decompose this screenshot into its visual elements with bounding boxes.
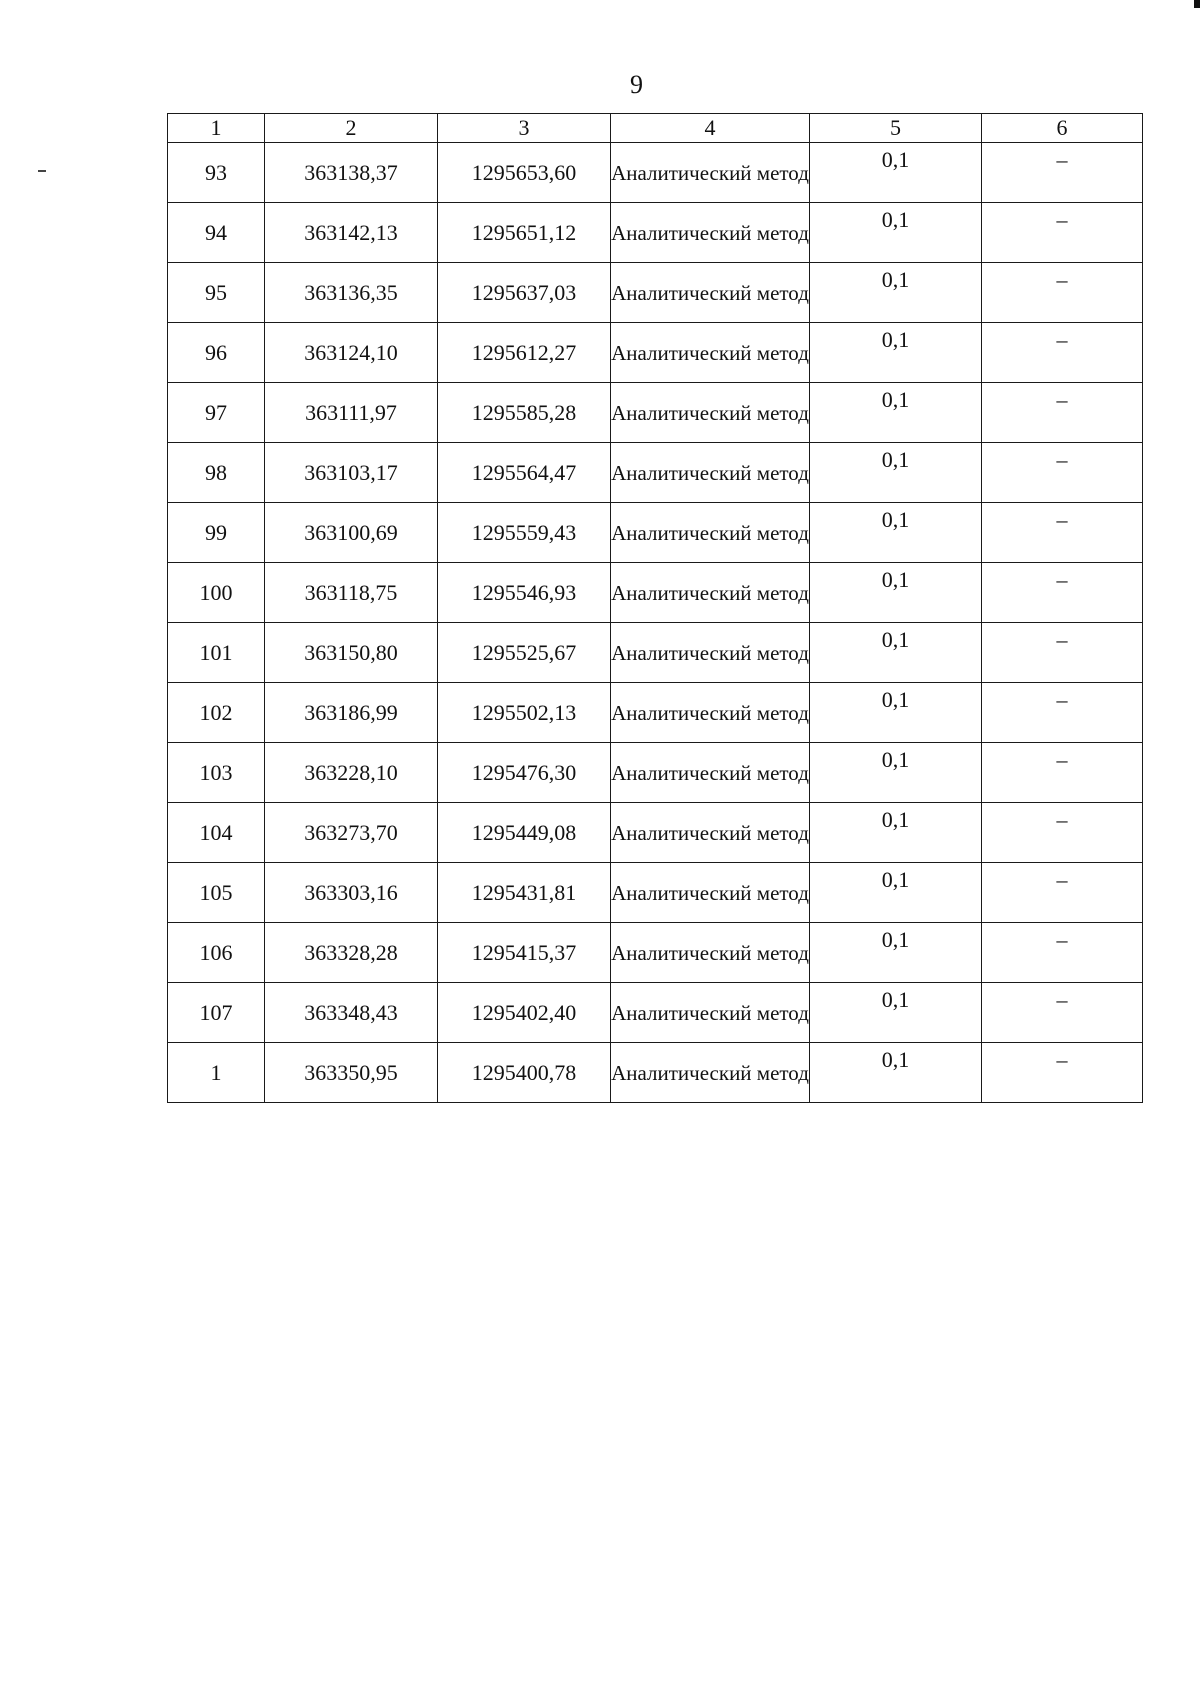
- accuracy-cell: 0,1: [810, 803, 982, 863]
- x-coordinate-cell: 363350,95: [265, 1043, 438, 1103]
- x-coordinate-cell: 363142,13: [265, 203, 438, 263]
- point-number-cell: 93: [168, 143, 265, 203]
- scan-corner-mark: [1194, 0, 1200, 8]
- point-number-cell: 1: [168, 1043, 265, 1103]
- note-cell: –: [982, 263, 1143, 323]
- note-cell: –: [982, 743, 1143, 803]
- accuracy-cell: 0,1: [810, 923, 982, 983]
- point-number-cell: 106: [168, 923, 265, 983]
- y-coordinate-cell: 1295585,28: [438, 383, 611, 443]
- y-coordinate-cell: 1295612,27: [438, 323, 611, 383]
- y-coordinate-cell: 1295502,13: [438, 683, 611, 743]
- y-coordinate-cell: 1295546,93: [438, 563, 611, 623]
- y-coordinate-cell: 1295402,40: [438, 983, 611, 1043]
- y-coordinate-cell: 1295564,47: [438, 443, 611, 503]
- method-cell: Аналитический метод: [611, 683, 810, 743]
- method-cell: Аналитический метод: [611, 803, 810, 863]
- x-coordinate-cell: 363303,16: [265, 863, 438, 923]
- point-number-cell: 96: [168, 323, 265, 383]
- x-coordinate-cell: 363328,28: [265, 923, 438, 983]
- x-coordinate-cell: 363348,43: [265, 983, 438, 1043]
- accuracy-cell: 0,1: [810, 743, 982, 803]
- y-coordinate-cell: 1295476,30: [438, 743, 611, 803]
- method-cell: Аналитический метод: [611, 503, 810, 563]
- point-number-cell: 104: [168, 803, 265, 863]
- accuracy-cell: 0,1: [810, 443, 982, 503]
- method-cell: Аналитический метод: [611, 383, 810, 443]
- y-coordinate-cell: 1295415,37: [438, 923, 611, 983]
- method-cell: Аналитический метод: [611, 263, 810, 323]
- page-number: 9: [630, 70, 643, 99]
- table-row: [168, 503, 1143, 563]
- header-col-1: 1: [168, 114, 265, 143]
- note-cell: –: [982, 563, 1143, 623]
- accuracy-cell: 0,1: [810, 143, 982, 203]
- table-row: [168, 203, 1143, 263]
- table-row: [168, 923, 1143, 983]
- y-coordinate-cell: 1295653,60: [438, 143, 611, 203]
- header-col-6: 6: [982, 114, 1143, 143]
- point-number-cell: 107: [168, 983, 265, 1043]
- header-col-5: 5: [810, 114, 982, 143]
- table-header-row: [168, 114, 1143, 143]
- note-cell: –: [982, 383, 1143, 443]
- accuracy-cell: 0,1: [810, 983, 982, 1043]
- note-cell: –: [982, 143, 1143, 203]
- method-cell: Аналитический метод: [611, 863, 810, 923]
- method-cell: Аналитический метод: [611, 203, 810, 263]
- table-row: [168, 863, 1143, 923]
- accuracy-cell: 0,1: [810, 323, 982, 383]
- point-number-cell: 102: [168, 683, 265, 743]
- x-coordinate-cell: 363228,10: [265, 743, 438, 803]
- x-coordinate-cell: 363186,99: [265, 683, 438, 743]
- x-coordinate-cell: 363124,10: [265, 323, 438, 383]
- x-coordinate-cell: 363136,35: [265, 263, 438, 323]
- note-cell: –: [982, 623, 1143, 683]
- accuracy-cell: 0,1: [810, 623, 982, 683]
- header-col-2: 2: [265, 114, 438, 143]
- table-row: [168, 983, 1143, 1043]
- note-cell: –: [982, 983, 1143, 1043]
- table-row: [168, 323, 1143, 383]
- table-row: [168, 683, 1143, 743]
- y-coordinate-cell: 1295559,43: [438, 503, 611, 563]
- note-cell: –: [982, 803, 1143, 863]
- point-number-cell: 99: [168, 503, 265, 563]
- table-row: [168, 383, 1143, 443]
- accuracy-cell: 0,1: [810, 383, 982, 443]
- method-cell: Аналитический метод: [611, 743, 810, 803]
- x-coordinate-cell: 363100,69: [265, 503, 438, 563]
- accuracy-cell: 0,1: [810, 863, 982, 923]
- accuracy-cell: 0,1: [810, 263, 982, 323]
- note-cell: –: [982, 863, 1143, 923]
- method-cell: Аналитический метод: [611, 1043, 810, 1103]
- y-coordinate-cell: 1295431,81: [438, 863, 611, 923]
- table-row: [168, 563, 1143, 623]
- accuracy-cell: 0,1: [810, 683, 982, 743]
- method-cell: Аналитический метод: [611, 143, 810, 203]
- method-cell: Аналитический метод: [611, 623, 810, 683]
- x-coordinate-cell: 363138,37: [265, 143, 438, 203]
- method-cell: Аналитический метод: [611, 323, 810, 383]
- note-cell: –: [982, 323, 1143, 383]
- y-coordinate-cell: 1295637,03: [438, 263, 611, 323]
- accuracy-cell: 0,1: [810, 503, 982, 563]
- method-cell: Аналитический метод: [611, 443, 810, 503]
- note-cell: –: [982, 443, 1143, 503]
- table-row: [168, 623, 1143, 683]
- header-col-3: 3: [438, 114, 611, 143]
- accuracy-cell: 0,1: [810, 1043, 982, 1103]
- point-number-cell: 105: [168, 863, 265, 923]
- point-number-cell: 95: [168, 263, 265, 323]
- table-row: [168, 443, 1143, 503]
- note-cell: –: [982, 683, 1143, 743]
- y-coordinate-cell: 1295400,78: [438, 1043, 611, 1103]
- point-number-cell: 101: [168, 623, 265, 683]
- point-number-cell: 98: [168, 443, 265, 503]
- table-row: [168, 743, 1143, 803]
- x-coordinate-cell: 363273,70: [265, 803, 438, 863]
- note-cell: –: [982, 203, 1143, 263]
- table-row: [168, 263, 1143, 323]
- note-cell: –: [982, 1043, 1143, 1103]
- point-number-cell: 100: [168, 563, 265, 623]
- accuracy-cell: 0,1: [810, 203, 982, 263]
- accuracy-cell: 0,1: [810, 563, 982, 623]
- x-coordinate-cell: 363103,17: [265, 443, 438, 503]
- point-number-cell: 97: [168, 383, 265, 443]
- x-coordinate-cell: 363118,75: [265, 563, 438, 623]
- note-cell: –: [982, 503, 1143, 563]
- point-number-cell: 94: [168, 203, 265, 263]
- y-coordinate-cell: 1295651,12: [438, 203, 611, 263]
- y-coordinate-cell: 1295449,08: [438, 803, 611, 863]
- method-cell: Аналитический метод: [611, 563, 810, 623]
- method-cell: Аналитический метод: [611, 923, 810, 983]
- header-col-4: 4: [611, 114, 810, 143]
- coordinates-table: [167, 113, 1143, 1103]
- x-coordinate-cell: 363150,80: [265, 623, 438, 683]
- method-cell: Аналитический метод: [611, 983, 810, 1043]
- point-number-cell: 103: [168, 743, 265, 803]
- table-row: [168, 143, 1143, 203]
- table-row: [168, 803, 1143, 863]
- x-coordinate-cell: 363111,97: [265, 383, 438, 443]
- note-cell: –: [982, 923, 1143, 983]
- table-row: [168, 1043, 1143, 1103]
- scan-margin-dash: [38, 170, 46, 172]
- y-coordinate-cell: 1295525,67: [438, 623, 611, 683]
- table-body: [168, 143, 1143, 1103]
